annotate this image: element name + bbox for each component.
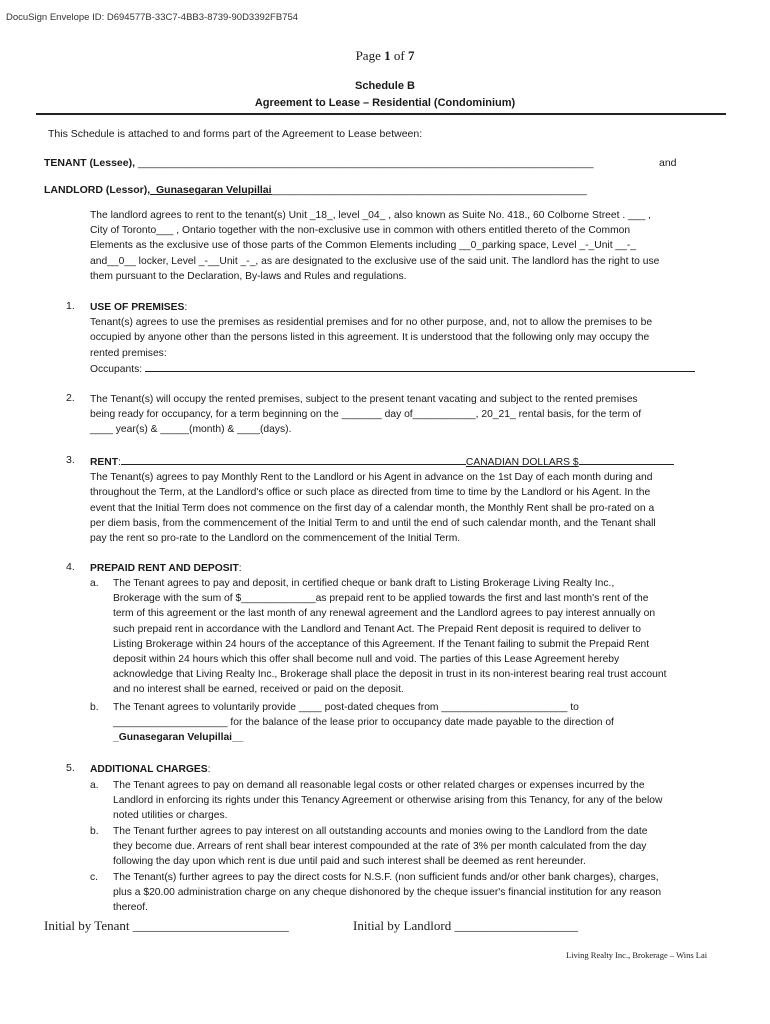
brokerage-footer: Living Realty Inc., Brokerage – Wins Lai: [566, 950, 708, 960]
section-line: ____ year(s) & _____(month) & ____(days).: [90, 424, 292, 436]
section-2-number: 2.: [66, 392, 75, 404]
initial-by-tenant: Initial by Tenant ________________________: [44, 918, 289, 933]
landlord-line: LANDLORD (Lessor),_Gunasegaran Velupillai______________________________________________________: [44, 184, 587, 196]
section-2: [90, 392, 730, 438]
schedule-subtitle: Agreement to Lease – Residential (Condominium): [254, 97, 516, 109]
section-5b: [113, 824, 733, 870]
section-line: event that the Initial Term does not commence on the first day of a calendar month, the Monthly Rent shall be pro-rated on a: [90, 502, 655, 514]
section-line: Listing Brokerage within 24 hours of the acceptance of this Agreement. If the Tenant failing to submit the Prepaid Rent: [113, 638, 650, 650]
section-4-heading: PREPAID RENT AND DEPOSIT:: [90, 563, 242, 574]
premises-line: and__0__ locker, Level _-__Unit _-_, as are designated to the exclusive use of the said unit. The landlord has the right to use: [90, 255, 660, 267]
premises-line: The landlord agrees to rent to the tenant(s) Unit _18_, level _04_ , also known as Suite No. 418., 60 Colborne Street . ___ ,: [90, 210, 651, 221]
occupants-line: Occupants:: [90, 361, 730, 377]
section-line: _Gunasegaran Velupillai__: [113, 732, 244, 744]
section-5-heading: ADDITIONAL CHARGES:: [90, 764, 211, 775]
section-line: being ready for occupancy, for a term beginning on the _______ day of___________, 20_21_ rental basis, for the term of: [90, 409, 642, 421]
section-line: thereof.: [113, 902, 148, 914]
section-line: The Tenant agrees to pay and deposit, in certified cheque or bank draft to Listing Brokerage Living Realty Inc.,: [113, 578, 615, 589]
section-4a: [113, 576, 733, 698]
section-line: occupied by anyone other than the persons listed in this agreement. It is understood that the following only may occupy the: [90, 332, 650, 344]
section-line: The Tenant agrees to pay on demand all reasonable legal costs or other related charges or expenses incurred by the: [113, 780, 645, 791]
premises-line: them pursuant to the Declaration, By-laws and Rules and regulations.: [90, 270, 407, 282]
premises-line: City of Toronto___ , Ontario together with the non-exclusive use in common with others entitled thereto of the Common: [90, 225, 631, 237]
section-line: noted utilities or charges.: [113, 810, 228, 822]
section-5-number: 5.: [66, 762, 75, 774]
section-line: The Tenant agrees to voluntarily provide ____ post-dated cheques from ______________________ to: [113, 702, 579, 713]
section-4b-label: b.: [90, 702, 99, 713]
section-5a-label: a.: [90, 780, 99, 791]
premises-paragraph: [90, 208, 730, 284]
docusign-envelope-id: DocuSign Envelope ID: D694577B-33C7-4BB3-8739-90D3392FB754: [6, 12, 299, 23]
section-line: and no interest shall be earned, received or paid on the deposit.: [113, 684, 404, 696]
page-number: Page 1 of 7: [355, 48, 415, 63]
section-line: per diem basis, from the commencement of the Initial Term to and until the end of such calendar month, and the Tenant shall: [90, 517, 656, 529]
premises-line: Elements as the exclusive use of those parts of the Common Elements including __0_parking space, Level _-_Unit __-_: [90, 240, 637, 252]
section-line: The Tenant(s) will occupy the rented premises, subject to the present tenant vacating and subject to the rented premises: [90, 394, 638, 405]
section-line: they become due. Arrears of rent shall bear interest compounded at the rate of 3% per month calculated from the day: [113, 841, 647, 853]
section-line: term of this agreement or the last month of any renewal agreement and the Landlord agrees to pay interest annually on: [113, 608, 656, 620]
section-5c: [113, 870, 733, 916]
section-3-number: 3.: [66, 454, 75, 466]
section-4a-label: a.: [90, 578, 99, 589]
section-1-number: 1.: [66, 300, 75, 312]
section-line: such prepaid rent in accordance with the Landlord and Tenant Act. The Prepaid Rent deposit is required to deliver to: [113, 623, 641, 635]
section-line: pay the rent so pro-rate to the Landlord on the commencement of the Initial Term.: [90, 533, 461, 545]
section-1-heading: USE OF PREMISES:: [90, 302, 188, 313]
section-line: Tenant(s) agrees to use the premises as residential premises and for no other purpose, and, not to allow the premises to be: [90, 317, 653, 329]
section-line: acknowledge that Living Realty Inc., Brokerage shall place the deposit in trust in its non-interest bearing real trust account: [113, 669, 667, 681]
section-line: rented premises:: [90, 347, 167, 359]
section-3-heading: RENT: CANADIAN DOLLARS $: [90, 454, 730, 470]
schedule-title: Schedule B: [355, 80, 415, 92]
section-line: The Tenant(s) agrees to pay Monthly Rent to the Landlord or his Agent in advance on the 1st Day of each month during and: [90, 472, 653, 484]
tenant-line: TENANT (Lessee), ______________________________________________________________________________ and: [44, 157, 677, 169]
section-line: ____________________ for the balance of the lease prior to occupancy date made payable to the direction of: [113, 717, 614, 729]
title-divider: [36, 113, 726, 115]
section-line: following the day upon which rent is due until paid and such interest shall be deemed as rent hereunder.: [113, 856, 586, 868]
initial-by-landlord: Initial by Landlord ___________________: [353, 918, 578, 933]
section-4b: [113, 700, 733, 746]
section-line: Brokerage with the sum of $_____________as prepaid rent to be applied towards the first and last month's rent of the: [113, 593, 649, 605]
section-line: deposit within 24 hours which this offer shall become null and void. The parties of this Lease Agreement hereby: [113, 654, 620, 666]
section-5b-label: b.: [90, 826, 99, 837]
section-line: The Tenant further agrees to pay interest on all outstanding accounts and monies owing to the Landlord from the date: [113, 826, 648, 837]
section-line: throughout the Term, at the Landlord's office or such place as directed from time to time by the Landlord or his Agent. In the: [90, 487, 651, 499]
section-line: plus a $20.00 administration charge on any cheque dishonored by the cheque issuer's financial institution for any reason: [113, 887, 662, 899]
intro-text: This Schedule is attached to and forms part of the Agreement to Lease between:: [48, 128, 423, 140]
section-5a: [113, 778, 733, 824]
section-4-number: 4.: [66, 561, 75, 573]
section-line: Landlord in enforcing its rights under this Tenancy Agreement or otherwise arising from this Tenancy, for any of the below: [113, 795, 663, 807]
section-3: [90, 454, 730, 546]
section-5c-label: c.: [90, 872, 99, 883]
section-line: The Tenant(s) further agrees to pay the direct costs for N.S.F. (non sufficient funds and/or other bank charges), charges,: [113, 872, 659, 883]
section-1: [90, 300, 730, 377]
